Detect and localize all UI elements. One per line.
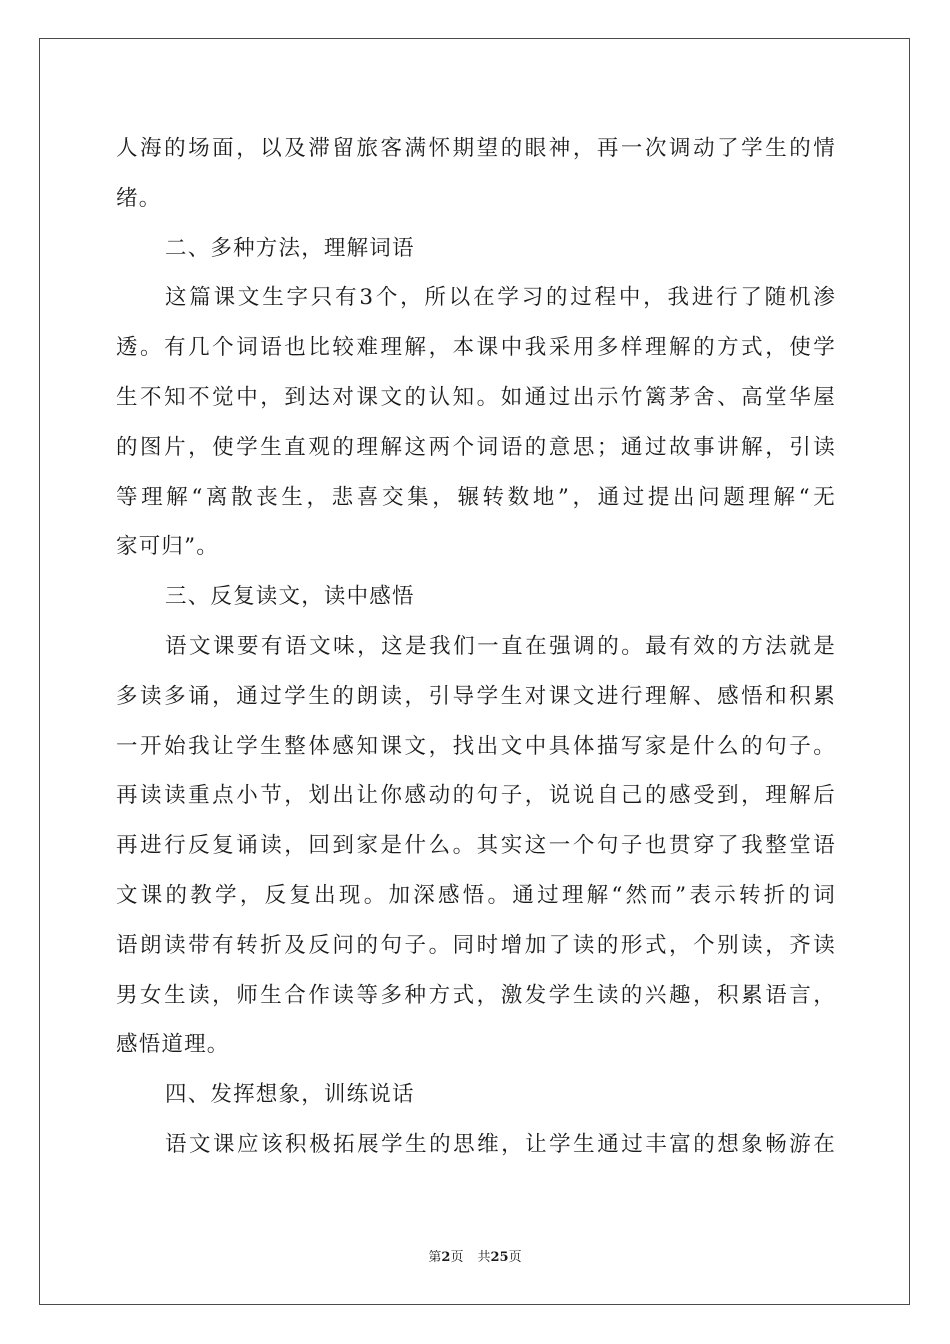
page-footer	[0, 1246, 950, 1265]
text-line: 文课的教学，反复出现。加深感悟。通过理解“然而”表示转折的词	[116, 882, 836, 908]
paragraph-first-line: 这篇课文生字只有3个，所以在学习的过程中，我进行了随机渗	[165, 285, 836, 311]
text-line: 多读多诵，通过学生的朗读，引导学生对课文进行理解、感悟和积累	[116, 683, 836, 709]
total-unit: 页	[508, 1250, 522, 1265]
paragraph-first-line: 语文课要有语文味，这是我们一直在强调的。最有效的方法就是	[165, 633, 836, 659]
text-line: 的图片，使学生直观的理解这两个词语的意思；通过故事讲解，引读	[116, 434, 836, 460]
text-line: 再进行反复诵读，回到家是什么。其实这一个句子也贯穿了我整堂语	[116, 833, 836, 859]
page-prefix: 第	[428, 1250, 442, 1265]
page-current: 2	[441, 1250, 451, 1265]
paragraph-first-line: 语文课应该积极拓展学生的思维，让学生通过丰富的想象畅游在	[165, 1131, 836, 1157]
text-line: 绪。	[116, 185, 162, 211]
text-line: 家可归”。	[116, 534, 219, 560]
text-line: 生不知不觉中，到达对课文的认知。如通过出示竹篱茅舍、高堂华屋	[116, 384, 836, 410]
document-body	[116, 124, 836, 1170]
text-line: 人海的场面，以及滞留旅客满怀期望的眼神，再一次调动了学生的情	[116, 136, 836, 161]
page-unit: 页	[450, 1250, 464, 1265]
total-prefix: 共	[477, 1250, 491, 1265]
text-line: 男女生读，师生合作读等多种方式，激发学生读的兴趣，积累语言，	[116, 982, 836, 1008]
text-line: 语朗读带有转折及反问的句子。同时增加了读的形式，个别读，齐读	[116, 932, 836, 958]
text-line: 感悟道理。	[116, 1032, 230, 1058]
text-line: 透。有几个词语也比较难理解，本课中我采用多样理解的方式，使学	[116, 335, 836, 361]
text-line: 一开始我让学生整体感知课文，找出文中具体描写家是什么的句子。	[116, 733, 836, 759]
text-line: 等理解“离散丧生，悲喜交集，辗转数地”，通过提出问题理解“无	[116, 484, 836, 510]
section-heading: 二、多种方法，理解词语	[165, 235, 415, 261]
section-heading: 四、发挥想象，训练说话	[165, 1082, 415, 1108]
page-total: 25	[490, 1250, 509, 1265]
section-heading: 三、反复读文，读中感悟	[165, 584, 415, 610]
text-line: 再读读重点小节，划出让你感动的句子，说说自己的感受到，理解后	[116, 783, 836, 809]
